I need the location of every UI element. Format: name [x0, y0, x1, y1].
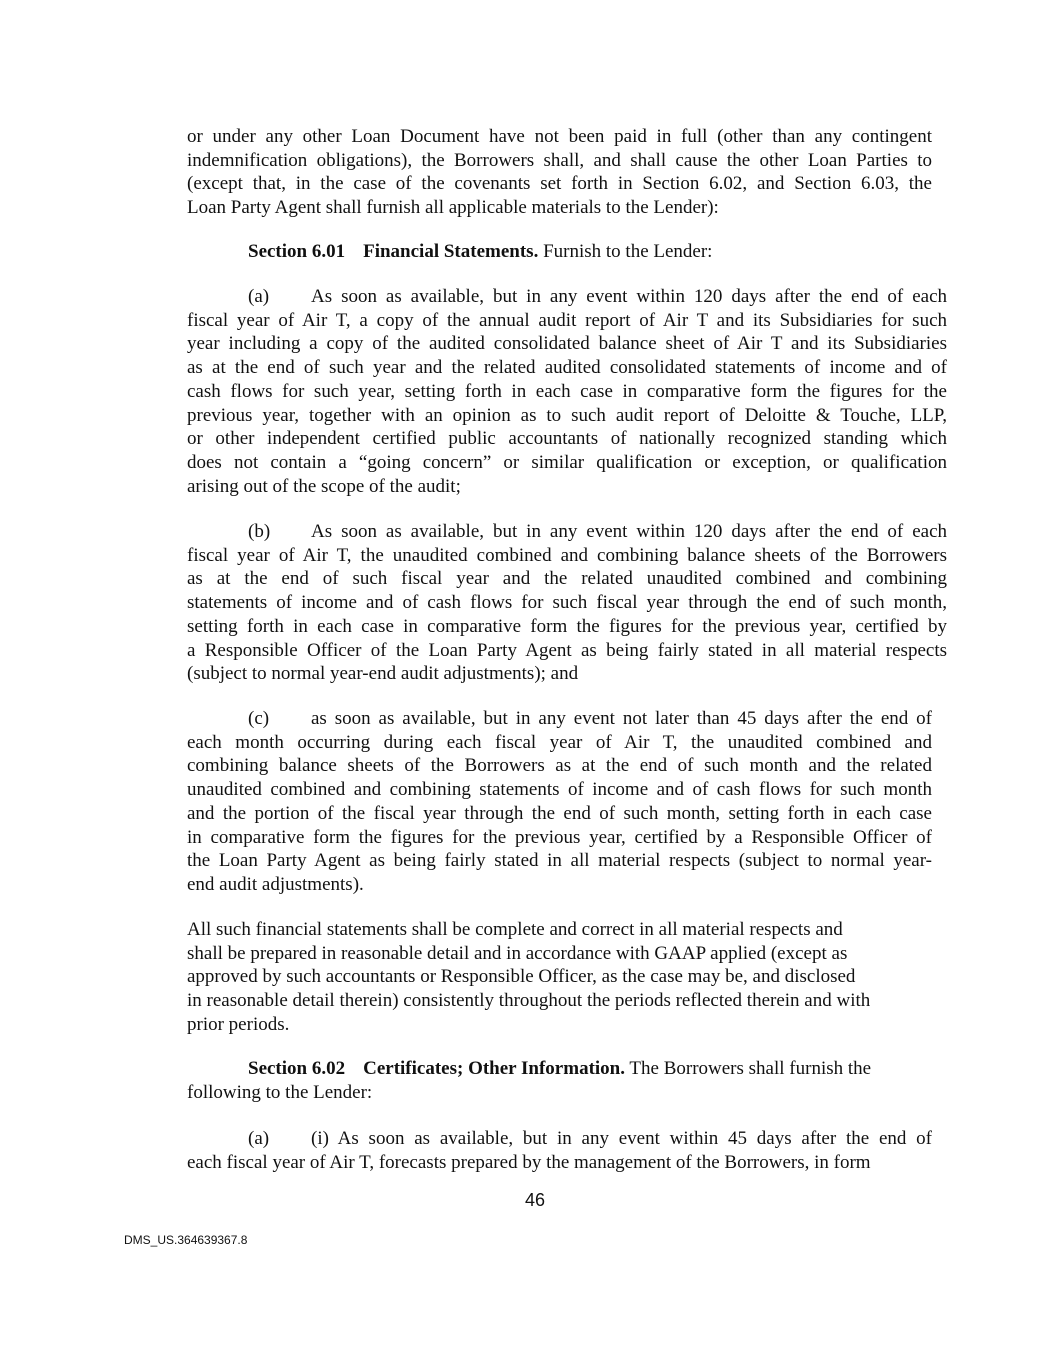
section-602-heading: [187, 1057, 932, 1104]
item-b-label: (b): [248, 521, 271, 542]
section-602-number: Section 6.02: [248, 1058, 346, 1079]
item-a-line: or other independent certified public accountants of nationally recognized standing which: [187, 428, 947, 450]
closing-line: approved by such accountants or Responsible Officer, as the case may be, and disclosed: [187, 966, 856, 988]
section-602-text: The Borrowers shall furnish the: [625, 1058, 872, 1079]
item-a-paragraph: [187, 285, 947, 498]
item-c-line: the Loan Party Agent as being fairly stated in all material respects (subject to normal year-: [187, 850, 932, 872]
intro-line: (except that, in the case of the covenants set forth in Section 6.02, and Section 6.03, the: [187, 173, 932, 195]
item-a-line: As soon as available, but in any event within 120 days after the end of each: [311, 286, 947, 307]
closing-line: in reasonable detail therein) consistently throughout the periods reflected therein and with: [187, 990, 871, 1012]
item-b-line: (subject to normal year-end audit adjustments); and: [187, 663, 579, 685]
section-601-heading: [187, 240, 947, 264]
item-c-line: each month occurring during each fiscal year of Air T, the unaudited combined and: [187, 731, 932, 753]
intro-line: indemnification obligations), the Borrowers shall, and shall cause the other Loan Parties to: [187, 149, 932, 171]
item-c-line: unaudited combined and combining statements of income and of cash flows for such month: [187, 779, 932, 801]
item-a-line: previous year, together with an opinion as to such audit report of Deloitte & Touche, LLP,: [187, 404, 947, 426]
item-a-line: fiscal year of Air T, a copy of the annual audit report of Air T and its Subsidiaries for such: [187, 309, 947, 331]
closing-line: prior periods.: [187, 1013, 290, 1035]
item-b-paragraph: [187, 520, 947, 686]
section-601-title: Financial Statements.: [363, 241, 539, 262]
item-b-line: as at the end of such fiscal year and the related unaudited combined and combining: [187, 568, 947, 590]
item-b-line: a Responsible Officer of the Loan Party Agent as being fairly stated in all material respects: [187, 639, 947, 661]
item-a-line: cash flows for such year, setting forth in each case in comparative form the figures for the: [187, 380, 947, 402]
intro-line: or under any other Loan Document have not been paid in full (other than any contingent: [187, 126, 932, 147]
page-number: 46: [524, 1190, 546, 1210]
item-a-line: arising out of the scope of the audit;: [187, 475, 461, 497]
closing-paragraph: [187, 918, 932, 1037]
section-601-text: Furnish to the Lender:: [538, 241, 713, 262]
item-602a-paragraph: [187, 1127, 932, 1174]
item-c-label: (c): [248, 708, 270, 729]
item-602a-label: (a): [248, 1128, 270, 1149]
intro-line: Loan Party Agent shall furnish all applicable materials to the Lender):: [187, 197, 719, 219]
item-c-line: in comparative form the figures for the previous year, certified by a Responsible Officer of: [187, 826, 932, 848]
item-602a-line: (i) As soon as available, but in any event within 45 days after the end of: [311, 1128, 932, 1149]
intro-paragraph: [187, 125, 932, 220]
item-b-line: fiscal year of Air T, the unaudited combined and combining balance sheets of the Borrowers: [187, 544, 947, 566]
section-602-text-continued: following to the Lender:: [187, 1081, 373, 1103]
item-c-line: combining balance sheets of the Borrowers as at the end of such month and the related: [187, 755, 932, 777]
item-602a-line: each fiscal year of Air T, forecasts prepared by the management of the Borrowers, in form: [187, 1151, 871, 1173]
item-c-line: as soon as available, but in any event not later than 45 days after the end of: [311, 708, 932, 729]
section-602-title: Certificates; Other Information.: [363, 1058, 625, 1079]
closing-line: All such financial statements shall be complete and correct in all material respects and: [187, 919, 843, 940]
item-c-line: end audit adjustments).: [187, 873, 364, 895]
item-b-line: setting forth in each case in comparative form the figures for the previous year, certified by: [187, 615, 947, 637]
item-a-line: year including a copy of the audited consolidated balance sheet of Air T and its Subsidiaries: [187, 333, 947, 355]
item-b-line: statements of income and of cash flows for such fiscal year through the end of such month,: [187, 592, 947, 614]
section-601-number: Section 6.01: [248, 241, 346, 262]
document-id: DMS_US.364639367.8: [124, 1233, 248, 1247]
item-a-line: does not contain a “going concern” or similar qualification or exception, or qualification: [187, 451, 947, 473]
item-b-line: As soon as available, but in any event within 120 days after the end of each: [311, 521, 947, 542]
item-c-line: and the portion of the fiscal year through the end of such month, setting forth in each case: [187, 802, 932, 824]
item-a-line: as at the end of such year and the related audited consolidated statements of income and of: [187, 357, 947, 379]
closing-line: shall be prepared in reasonable detail and in accordance with GAAP applied (except as: [187, 942, 848, 964]
item-a-label: (a): [248, 286, 270, 307]
item-c-paragraph: [187, 707, 932, 897]
